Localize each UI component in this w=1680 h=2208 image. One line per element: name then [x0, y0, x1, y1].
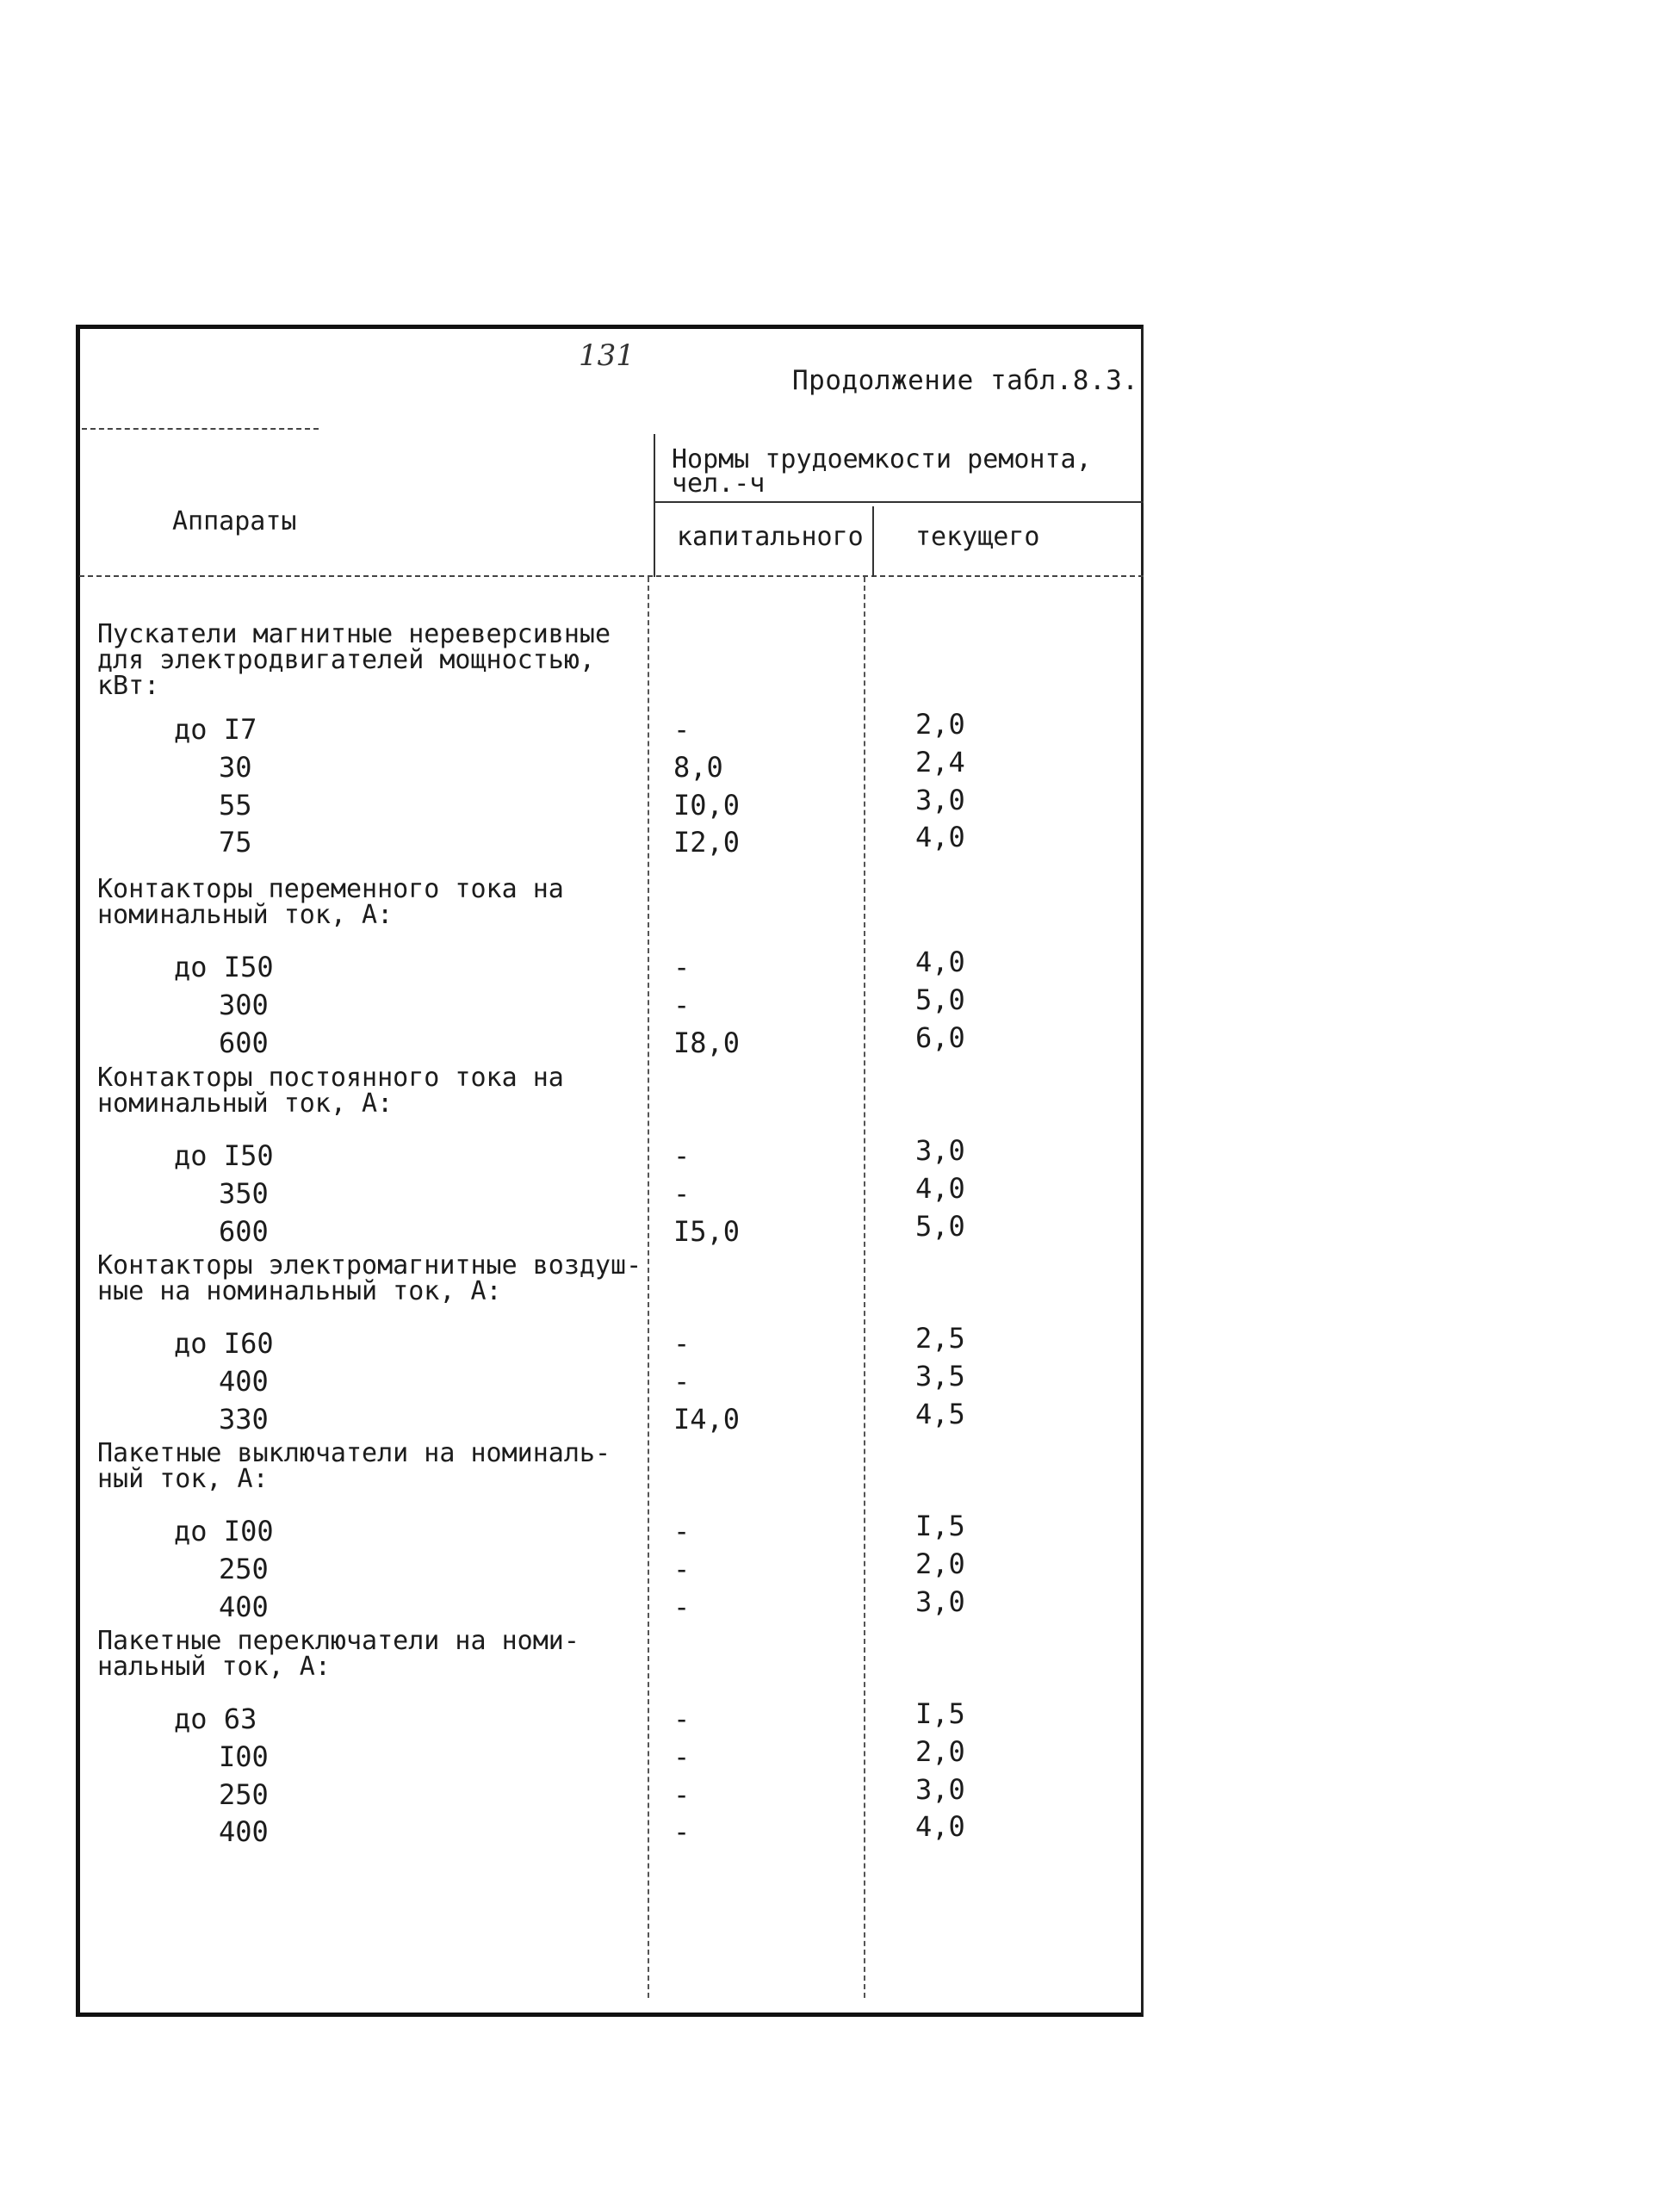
current-value: 4,5	[915, 1397, 965, 1430]
current-value: 2,0	[915, 1734, 965, 1768]
group-title-line: ные на номинальный ток, А:	[97, 1276, 502, 1306]
row-label: 75	[219, 826, 252, 859]
capital-value: -	[673, 1590, 691, 1623]
capital-value: -	[673, 1552, 691, 1585]
group-title-line: ный ток, А:	[97, 1464, 269, 1494]
group-title-line: Контакторы электромагнитные воздуш-	[97, 1250, 642, 1281]
header-capital: капитального	[677, 522, 864, 552]
page-number: 131	[579, 338, 635, 373]
column-divider-2-header	[872, 506, 874, 577]
row-label: до I7	[174, 713, 257, 746]
current-value: 4,0	[915, 821, 965, 854]
capital-value: -	[673, 988, 691, 1021]
current-value: I,5	[915, 1510, 965, 1542]
continuation-label: Продолжение табл.8.3.	[792, 365, 1139, 396]
group-title-line: нальный ток, А:	[97, 1652, 331, 1682]
capital-value: -	[673, 713, 691, 746]
capital-value: -	[673, 1740, 691, 1773]
capital-value: -	[673, 1703, 691, 1735]
current-value: 3,0	[915, 1585, 965, 1618]
capital-value: I8,0	[673, 1026, 741, 1059]
row-label: 600	[219, 1214, 269, 1248]
group-title-line: номинальный ток, А:	[97, 1088, 394, 1119]
row-label: до I00	[174, 1515, 274, 1547]
group-title-line: Контакторы постоянного тока на	[97, 1063, 564, 1093]
row-label: 600	[219, 1026, 269, 1059]
group-title-line: номинальный ток, А:	[97, 900, 394, 930]
capital-value: -	[673, 1515, 691, 1547]
row-label: до 63	[174, 1703, 257, 1735]
capital-value: I4,0	[673, 1402, 741, 1436]
current-value: 4,0	[915, 1171, 965, 1205]
capital-value: I0,0	[673, 788, 741, 822]
header-norms-line1: Нормы трудоемкости ремонта,	[672, 444, 1092, 474]
row-label: 400	[219, 1364, 269, 1398]
capital-value: -	[673, 1139, 691, 1172]
capital-value: I5,0	[673, 1214, 741, 1248]
current-value: 3,0	[915, 1134, 965, 1167]
row-label: 400	[219, 1815, 269, 1849]
header-bottom-rule	[79, 575, 1144, 577]
current-value: 5,0	[915, 1209, 965, 1243]
column-divider-2	[864, 577, 865, 1998]
header-norms-underline	[654, 501, 1144, 503]
row-label: I00	[219, 1740, 269, 1773]
group-title-line: Контакторы переменного тока на	[97, 874, 564, 904]
group-title-line: Пакетные выключатели на номиналь-	[97, 1438, 611, 1468]
row-label: 330	[219, 1402, 269, 1436]
group-title	[97, 1438, 611, 1494]
capital-value: -	[673, 1327, 691, 1360]
column-divider-1	[648, 577, 649, 1998]
current-value: 3,0	[915, 783, 965, 816]
column-divider-1-header	[654, 434, 655, 577]
row-label: 250	[219, 1777, 269, 1811]
current-value: 4,0	[915, 946, 965, 978]
row-label: до I60	[174, 1327, 274, 1360]
current-value: 4,0	[915, 1810, 965, 1844]
row-label: до I50	[174, 951, 274, 983]
header-norms-line2: чел.-ч	[672, 468, 766, 499]
row-label: 55	[219, 788, 252, 822]
current-value: 2,5	[915, 1322, 965, 1355]
group-title-line: для электродвигателей мощностью,	[97, 645, 595, 675]
current-value: 5,0	[915, 983, 965, 1016]
group-title-line: Пакетные переключатели на номи-	[97, 1626, 580, 1656]
row-label: до I50	[174, 1139, 274, 1172]
capital-value: I2,0	[673, 826, 741, 859]
header-apparatus: Аппараты	[172, 506, 297, 536]
header-current: текущего	[915, 522, 1040, 552]
header-top-rule-left	[82, 428, 319, 430]
current-value: I,5	[915, 1697, 965, 1730]
group-title	[97, 1250, 642, 1306]
capital-value: -	[673, 1176, 691, 1210]
group-title	[97, 874, 564, 930]
row-label: 400	[219, 1590, 269, 1623]
row-label: 300	[219, 988, 269, 1021]
group-title-line: кВт:	[97, 671, 160, 701]
current-value: 3,0	[915, 1772, 965, 1806]
capital-value: -	[673, 1364, 691, 1398]
row-label: 250	[219, 1552, 269, 1585]
current-value: 2,4	[915, 745, 965, 778]
group-title	[97, 619, 611, 701]
current-value: 2,0	[915, 1547, 965, 1580]
group-title	[97, 1628, 580, 1680]
current-value: 3,5	[915, 1359, 965, 1392]
capital-value: 8,0	[673, 750, 723, 784]
current-value: 2,0	[915, 708, 965, 741]
capital-value: -	[673, 1815, 691, 1849]
row-label: 350	[219, 1176, 269, 1210]
row-label: 30	[219, 750, 252, 784]
group-title	[97, 1065, 564, 1117]
group-title-line: Пускатели магнитные нереверсивные	[97, 619, 611, 649]
capital-value: -	[673, 951, 691, 983]
current-value: 6,0	[915, 1020, 965, 1054]
capital-value: -	[673, 1777, 691, 1811]
